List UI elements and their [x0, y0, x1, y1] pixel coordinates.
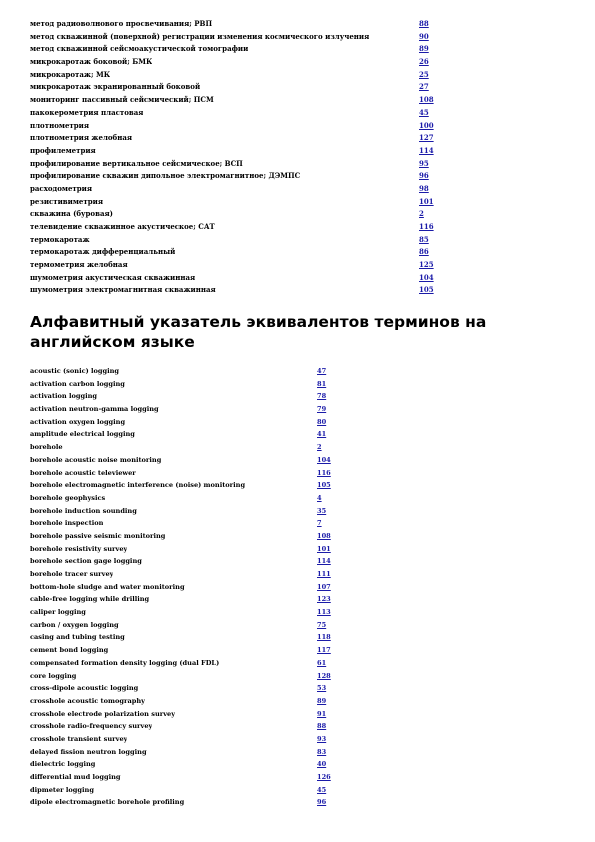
page-link[interactable]: 35	[317, 506, 327, 515]
index-term: crosshole acoustic tomography	[30, 696, 145, 705]
page-link[interactable]: 116	[317, 468, 331, 477]
ru-index-row	[30, 246, 570, 259]
index-term: borehole geophysics	[30, 493, 106, 502]
en-index-row	[30, 746, 570, 759]
page-link[interactable]: 111	[317, 570, 331, 578]
index-term: микрокаротаж боковой; БМК	[30, 57, 153, 67]
page-link[interactable]: 108	[317, 531, 331, 540]
page-link[interactable]: 100	[419, 120, 434, 130]
index-term: термометрия желобная	[30, 260, 128, 270]
index-term: compensated formation density logging (dual FDL)	[30, 658, 220, 667]
page-link[interactable]: 127	[419, 133, 434, 143]
page-link[interactable]: 81	[317, 379, 327, 388]
index-term: borehole induction sounding	[30, 506, 137, 515]
page-link[interactable]: 116	[419, 222, 434, 231]
en-index-row	[30, 428, 570, 441]
page-link[interactable]: 7	[317, 519, 322, 528]
ru-index-row	[30, 120, 570, 133]
page-link[interactable]: 101	[317, 544, 331, 553]
page-link[interactable]: 95	[419, 158, 429, 168]
en-index-row	[30, 619, 570, 632]
ru-index-row	[30, 170, 570, 183]
en-index-row	[30, 517, 570, 530]
page-link[interactable]: 88	[317, 722, 327, 731]
page-link[interactable]: 45	[317, 785, 327, 794]
ru-index-row	[30, 259, 570, 272]
page-link[interactable]: 114	[317, 557, 331, 566]
index-term: crosshole electrode polarization survey	[30, 709, 176, 718]
index-term: bottom-hole sludge and water monitoring	[30, 582, 185, 591]
page-link[interactable]: 128	[317, 671, 331, 680]
en-index-row	[30, 568, 570, 581]
index-term: borehole	[30, 443, 63, 452]
index-term: caliper logging	[30, 608, 86, 617]
index-term: dielectric logging	[30, 760, 96, 769]
index-term: acoustic (sonic) logging	[30, 367, 120, 375]
page-link[interactable]: 2	[419, 209, 424, 219]
page-link[interactable]: 40	[317, 760, 327, 769]
ru-index-row	[30, 208, 570, 221]
en-index-row	[30, 365, 570, 378]
en-index-row	[30, 555, 570, 568]
page-link[interactable]: 101	[419, 196, 434, 206]
page-link[interactable]: 83	[317, 747, 327, 756]
en-index-row	[30, 606, 570, 619]
en-index-row	[30, 581, 570, 594]
index-term: borehole inspection	[30, 519, 104, 528]
page-link[interactable]: 89	[317, 696, 327, 705]
en-index-row	[30, 543, 570, 556]
page-link[interactable]: 75	[317, 620, 327, 629]
page-link[interactable]: 78	[317, 392, 327, 401]
index-term: activation carbon logging	[30, 379, 125, 388]
index-term: профилирование вертикальное сейсмическое; ВСП	[30, 158, 243, 168]
index-term: dipmeter logging	[30, 785, 94, 794]
index-term: borehole tracer survey	[30, 570, 114, 578]
index-term: differential mud logging	[30, 773, 121, 781]
en-index-row	[30, 682, 570, 695]
index-term: резистивиметрия	[30, 196, 103, 206]
ru-index-row	[30, 132, 570, 145]
index-term: метод скважинной сейсмоакустической томографии	[30, 44, 249, 54]
page-link[interactable]: 125	[419, 260, 434, 270]
section-heading: Алфавитный указатель эквивалентов терминов на английском языке	[30, 313, 487, 351]
en-index-row	[30, 695, 570, 708]
index-term: borehole section gage logging	[30, 557, 142, 566]
page-link[interactable]: 117	[317, 646, 331, 655]
en-index-row	[30, 441, 570, 454]
index-term: мониторинг пассивный сейсмический; ПСМ	[30, 95, 214, 105]
index-term: borehole acoustic noise monitoring	[30, 455, 162, 464]
index-term: casing and tubing testing	[30, 633, 125, 642]
page-link[interactable]: 126	[317, 773, 331, 781]
page-link[interactable]: 89	[419, 44, 429, 54]
russian-term-index	[30, 18, 570, 297]
ru-index-row	[30, 183, 570, 196]
index-term: borehole resistivity survey	[30, 544, 128, 553]
en-index-row	[30, 593, 570, 606]
en-index-row	[30, 720, 570, 733]
english-term-index	[30, 365, 570, 809]
en-index-row	[30, 708, 570, 721]
page-link[interactable]: 90	[419, 31, 429, 41]
index-term: метод радиоволнового просвечивания; РВП	[30, 19, 213, 28]
page-link[interactable]: 53	[317, 684, 327, 693]
ru-index-row	[30, 18, 570, 31]
page-link[interactable]: 118	[317, 633, 331, 642]
en-index-row	[30, 631, 570, 644]
ru-index-row	[30, 158, 570, 171]
index-term: amplitude electrical logging	[30, 430, 135, 439]
page-link[interactable]: 104	[419, 272, 434, 282]
ru-index-row	[30, 272, 570, 285]
page-link[interactable]: 47	[317, 367, 327, 375]
ru-index-row	[30, 69, 570, 82]
page-link[interactable]: 79	[317, 405, 327, 414]
en-index-row	[30, 467, 570, 480]
page-link[interactable]: 2	[317, 443, 322, 452]
index-term: плотнометрия желобная	[30, 133, 133, 143]
page-link[interactable]: 107	[317, 582, 331, 591]
page-link[interactable]: 25	[419, 69, 429, 79]
page-link[interactable]: 88	[419, 19, 429, 28]
index-term: activation neutron-gamma logging	[30, 405, 159, 414]
page-link[interactable]: 93	[317, 734, 327, 743]
index-term: пакокерометрия пластовая	[30, 107, 144, 117]
ru-index-row	[30, 221, 570, 234]
page-link[interactable]: 98	[419, 183, 429, 193]
page-link[interactable]: 85	[419, 234, 429, 244]
index-term: cross-dipole acoustic logging	[30, 684, 139, 693]
index-term: телевидение скважинное акустическое; САТ	[30, 222, 215, 231]
index-term: расходометрия	[30, 183, 92, 193]
en-index-row	[30, 771, 570, 784]
en-index-row	[30, 733, 570, 746]
index-term: метод скважинной (поверхной) регистрации изменения космического излучения	[30, 31, 370, 41]
page-link[interactable]: 114	[419, 145, 434, 155]
ru-index-row	[30, 196, 570, 209]
page-link[interactable]: 113	[317, 608, 331, 617]
en-index-row	[30, 390, 570, 403]
index-term: activation logging	[30, 392, 98, 401]
index-term: core logging	[30, 671, 77, 680]
en-index-row	[30, 416, 570, 429]
en-index-row	[30, 530, 570, 543]
index-term: crosshole radio-frequency survey	[30, 722, 153, 731]
en-index-row	[30, 784, 570, 797]
index-term: микрокаротаж; МК	[30, 69, 111, 79]
index-term: borehole passive seismic monitoring	[30, 531, 166, 540]
index-term: профилирование скважин дипольное электромагнитное; ДЭМПС	[30, 171, 301, 181]
index-term: шумометрия электромагнитная скважинная	[30, 285, 216, 295]
en-index-row	[30, 670, 570, 683]
page-link[interactable]: 91	[317, 709, 327, 718]
page-link[interactable]: 61	[317, 658, 327, 667]
en-index-row	[30, 403, 570, 416]
index-term: carbon / oxygen logging	[30, 620, 119, 629]
ru-index-row	[30, 107, 570, 120]
index-term: cement bond logging	[30, 646, 109, 655]
page-link[interactable]: 26	[419, 57, 429, 67]
en-index-row	[30, 796, 570, 809]
page-link[interactable]: 105	[419, 285, 434, 295]
en-index-row	[30, 657, 570, 670]
ru-index-row	[30, 56, 570, 69]
page-link[interactable]: 45	[419, 107, 429, 117]
page-link[interactable]: 108	[419, 95, 434, 105]
index-term: микрокаротаж экранированный боковой	[30, 82, 201, 92]
page-link[interactable]: 86	[419, 247, 429, 257]
page-link[interactable]: 123	[317, 595, 331, 604]
page-link[interactable]: 96	[317, 798, 327, 807]
en-index-row	[30, 479, 570, 492]
page-link[interactable]: 80	[317, 417, 327, 426]
ru-index-row	[30, 81, 570, 94]
en-index-row	[30, 505, 570, 518]
index-term: dipole electromagnetic borehole profiling	[30, 798, 185, 807]
index-term: cable-free logging while drilling	[30, 595, 150, 604]
page-link[interactable]: 96	[419, 171, 429, 181]
index-term: термокаротаж	[30, 234, 90, 244]
en-index-row	[30, 378, 570, 391]
index-term: термокаротаж дифференциальный	[30, 247, 176, 257]
page-link[interactable]: 105	[317, 481, 331, 490]
ru-index-row	[30, 284, 570, 297]
index-term: crosshole transient survey	[30, 734, 128, 743]
en-index-row	[30, 492, 570, 505]
index-term: borehole electromagnetic interference (noise) monitoring	[30, 481, 246, 490]
ru-index-row	[30, 43, 570, 56]
en-index-row	[30, 644, 570, 657]
index-term: activation oxygen logging	[30, 417, 126, 426]
ru-index-row	[30, 145, 570, 158]
index-term: плотнометрия	[30, 120, 89, 130]
en-index-row	[30, 454, 570, 467]
page-link[interactable]: 27	[419, 82, 429, 92]
index-term: шумометрия акустическая скважинная	[30, 272, 196, 282]
page-link[interactable]: 4	[317, 493, 322, 502]
index-term: borehole acoustic televiewer	[30, 468, 136, 477]
ru-index-row	[30, 234, 570, 247]
index-term: delayed fission neutron logging	[30, 747, 147, 756]
page-link[interactable]: 104	[317, 455, 331, 464]
index-term: скважина (буровая)	[30, 209, 113, 219]
index-term: профилеметрия	[30, 145, 96, 155]
page-link[interactable]: 41	[317, 430, 327, 439]
en-index-row	[30, 758, 570, 771]
ru-index-row	[30, 31, 570, 44]
ru-index-row	[30, 94, 570, 107]
